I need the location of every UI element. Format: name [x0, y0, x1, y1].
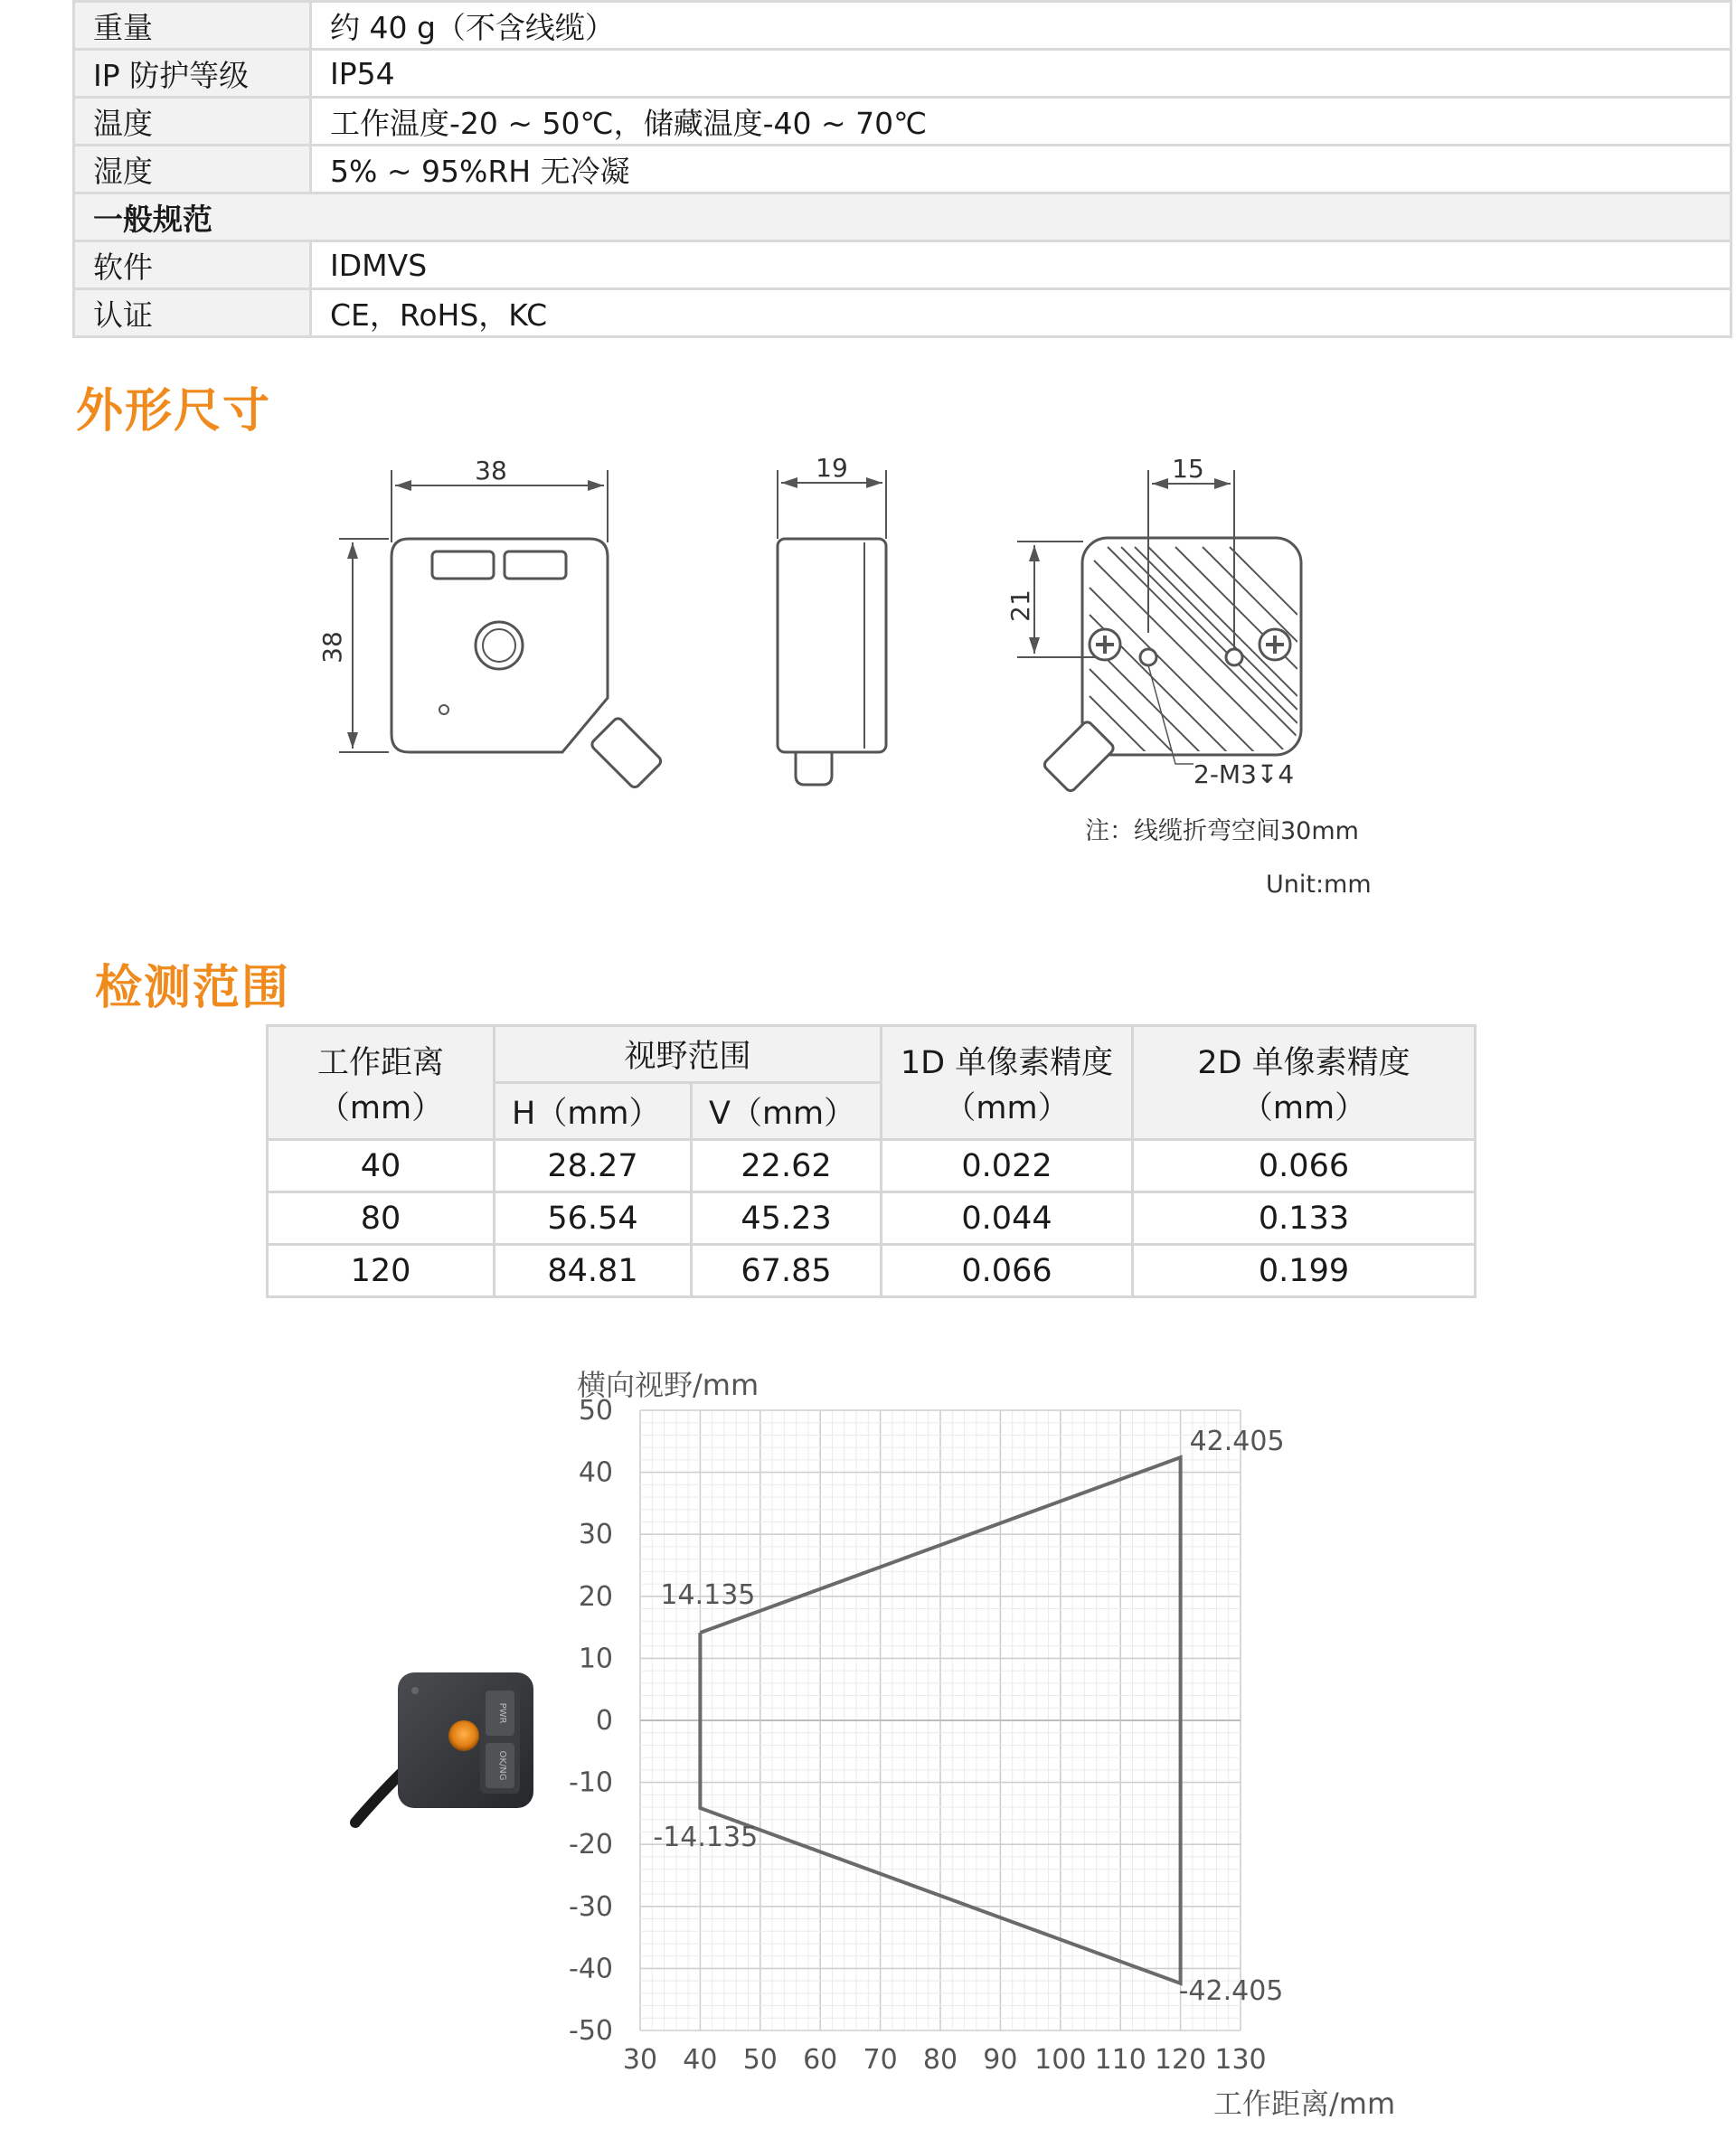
spec-table: [72, 0, 1732, 338]
fov-h-cell: 28.27: [495, 1140, 692, 1192]
led-label-pwr: PWR: [497, 1702, 507, 1724]
distance-cell: 120: [268, 1245, 495, 1297]
spec-row: [74, 2, 1731, 50]
precision-1d-cell: 0.022: [882, 1140, 1133, 1192]
working-distance-header-line2: （mm）: [317, 1089, 444, 1126]
spec-value: IDMVS: [311, 241, 1731, 289]
dimension-drawing: [0, 443, 1736, 823]
y-tick-label: -20: [569, 1829, 613, 1861]
y-axis-label: 横向视野/mm: [577, 1368, 760, 1402]
front-height-label: 38: [317, 631, 347, 664]
thread-label: 2-M3↧4: [1194, 759, 1295, 789]
detection-row: [268, 1245, 1476, 1297]
fov-h-cell: 84.81: [495, 1245, 692, 1297]
x-axis-label: 工作距离/mm: [1213, 2087, 1396, 2121]
detection-title: 检测范围: [95, 961, 291, 1015]
dimensions-title: 外形尺寸: [76, 384, 272, 438]
x-tick-label: 120: [1154, 2044, 1207, 2076]
front-width-label: 38: [475, 456, 507, 485]
product-photo: [348, 1663, 547, 1844]
spec-section-header: 一般规范: [74, 193, 1731, 241]
precision-1d-header: [882, 1026, 1133, 1140]
spec-label: 软件: [74, 241, 311, 289]
side-depth-label: 19: [816, 453, 848, 483]
spec-label: 认证: [74, 289, 311, 337]
spec-row: [74, 289, 1731, 337]
precision-1d-cell: 0.044: [882, 1192, 1133, 1245]
working-distance-header-line1: 工作距离: [316, 1044, 444, 1081]
led-label-okng: OK/NG: [497, 1750, 507, 1781]
precision-2d-header-line1: 2D 单像素精度: [1197, 1044, 1410, 1081]
precision-2d-header: [1133, 1026, 1476, 1140]
data-label: -14.135: [653, 1821, 759, 1853]
spec-row: [74, 50, 1731, 98]
x-tick-labels: [623, 2044, 1267, 2076]
y-tick-label: -10: [569, 1766, 613, 1799]
x-tick-label: 110: [1094, 2044, 1146, 2076]
spec-value: CE，RoHS，KC: [311, 289, 1731, 337]
distance-cell: 80: [268, 1192, 495, 1245]
fov-header: 视野范围: [495, 1026, 882, 1083]
fov-v-cell: 45.23: [692, 1192, 882, 1245]
spec-label: 重量: [74, 2, 311, 50]
y-tick-label: 10: [578, 1643, 613, 1675]
spec-row: [74, 146, 1731, 193]
x-tick-label: 90: [983, 2044, 1018, 2076]
spec-row: [74, 241, 1731, 289]
fov-h-cell: 56.54: [495, 1192, 692, 1245]
unit-note: Unit:mm: [1266, 871, 1372, 899]
product-cable: [355, 1772, 402, 1823]
y-tick-label: 30: [578, 1519, 613, 1551]
data-label: -42.405: [1178, 1974, 1284, 2007]
detection-row: [268, 1192, 1476, 1245]
spec-label: 温度: [74, 98, 311, 146]
y-tick-label: 40: [578, 1456, 613, 1489]
spec-row: [74, 98, 1731, 146]
side-view: [778, 470, 886, 785]
fov-v-cell: 67.85: [692, 1245, 882, 1297]
y-tick-label: 20: [578, 1580, 613, 1613]
chart-grid: [640, 1410, 1241, 2030]
precision-2d-header-line2: （mm）: [1241, 1089, 1367, 1126]
x-tick-label: 100: [1034, 2044, 1087, 2076]
fov-chart: [542, 1365, 1410, 2129]
detection-table: [266, 1024, 1477, 1298]
back-view: [1017, 470, 1301, 793]
x-tick-label: 50: [742, 2044, 778, 2076]
y-tick-label: 0: [595, 1705, 613, 1737]
detection-header-row: [268, 1026, 1476, 1083]
working-distance-header: [268, 1026, 495, 1140]
spec-value: IP54: [311, 50, 1731, 98]
back-offset-y-label: 21: [1005, 589, 1035, 622]
spec-value: 工作温度-20 ~ 50℃，储藏温度-40 ~ 70℃: [311, 98, 1731, 146]
precision-1d-cell: 0.066: [882, 1245, 1133, 1297]
product-lens: [448, 1720, 479, 1751]
y-tick-labels: [569, 1395, 613, 2047]
front-view: [339, 470, 663, 789]
precision-2d-cell: 0.066: [1133, 1140, 1476, 1192]
spec-section-row: [74, 193, 1731, 241]
precision-1d-header-line2: （mm）: [944, 1089, 1070, 1126]
spec-value: 约 40 g（不含线缆）: [311, 2, 1731, 50]
y-tick-label: -30: [569, 1890, 613, 1923]
y-tick-label: 50: [578, 1395, 613, 1427]
fov-v-header: V（mm）: [692, 1083, 882, 1140]
precision-2d-cell: 0.199: [1133, 1245, 1476, 1297]
precision-1d-header-line1: 1D 单像素精度: [900, 1044, 1114, 1081]
fov-v-cell: 22.62: [692, 1140, 882, 1192]
fov-h-header: H（mm）: [495, 1083, 692, 1140]
data-label: 14.135: [660, 1579, 756, 1612]
back-offset-x-label: 15: [1172, 454, 1204, 484]
spec-value: 5% ~ 95%RH 无冷凝: [311, 146, 1731, 193]
precision-2d-cell: 0.133: [1133, 1192, 1476, 1245]
data-label: 42.405: [1189, 1426, 1285, 1458]
y-tick-label: -50: [569, 2015, 613, 2047]
x-tick-label: 40: [683, 2044, 718, 2076]
x-tick-label: 80: [922, 2044, 958, 2076]
y-tick-label: -40: [569, 1953, 613, 1985]
detection-row: [268, 1140, 1476, 1192]
x-tick-label: 60: [803, 2044, 838, 2076]
x-tick-label: 30: [622, 2044, 658, 2076]
spec-label: 湿度: [74, 146, 311, 193]
distance-cell: 40: [268, 1140, 495, 1192]
spec-label: IP 防护等级: [74, 50, 311, 98]
cable-bend-note: 注：线缆折弯空间30mm: [1085, 817, 1359, 845]
x-tick-label: 130: [1214, 2044, 1267, 2076]
x-tick-label: 70: [863, 2044, 898, 2076]
